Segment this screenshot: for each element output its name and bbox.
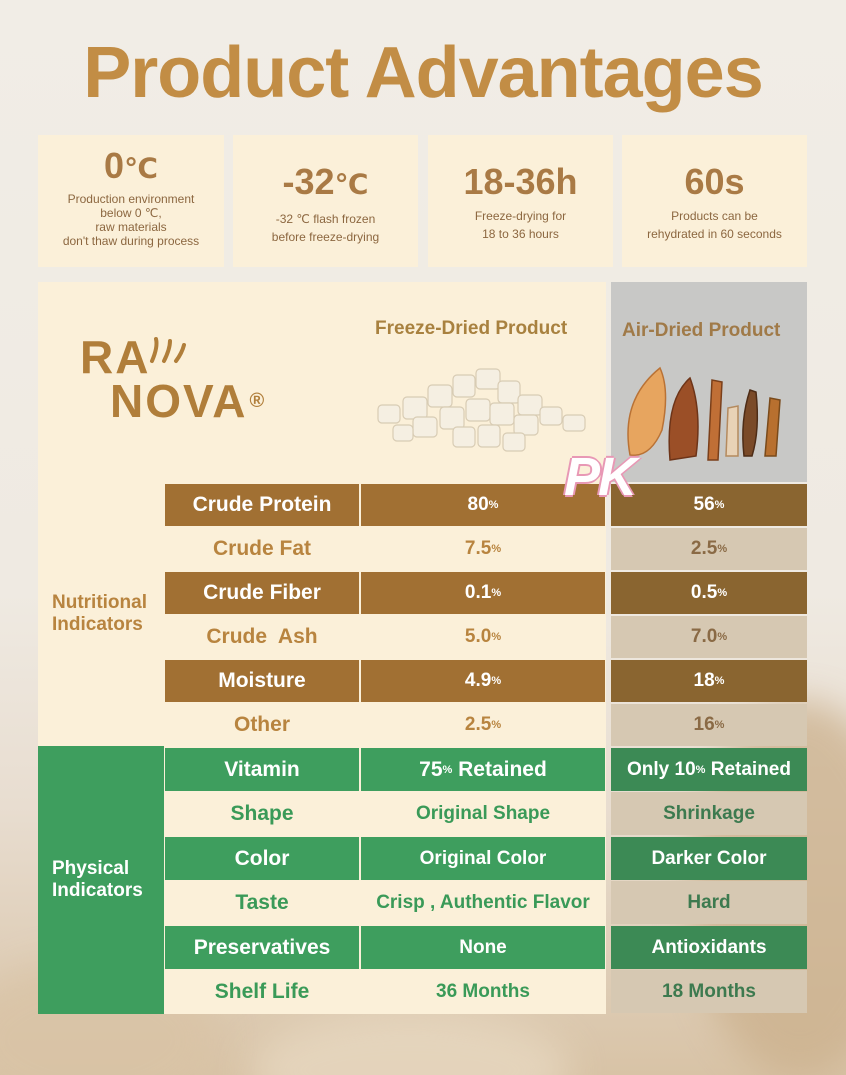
air-value: Shrinkage [611, 792, 807, 835]
row-label: Shelf Life [165, 970, 359, 1013]
row-label: Color [165, 837, 359, 880]
freeze-value-vitamin: 75 % Retained [361, 748, 605, 791]
group-label-nutritional: Nutritional Indicators [38, 482, 164, 746]
pk-badge: PK [564, 447, 636, 507]
freeze-value: 7.5 % [361, 528, 605, 570]
row-label: Shape [165, 792, 359, 835]
group-label-physical: Physical Indicators [38, 746, 164, 1014]
row-label-vitamin: Vitamin [165, 748, 359, 791]
stat-value: 0 [104, 145, 125, 186]
air-value: Antioxidants [611, 926, 807, 969]
stat-unit: ℃ [124, 153, 158, 184]
background-blur [250, 1010, 570, 1075]
stat-desc: -32 ℃ flash frozen [275, 212, 376, 226]
row-label: Preservatives [165, 926, 359, 969]
row-label: Other [165, 704, 359, 746]
stat-unit: ℃ [334, 169, 369, 200]
air-value: 0.5 % [611, 572, 807, 614]
air-value: 56 % [611, 484, 807, 526]
air-value-vitamin: Only 10 % Retained [611, 748, 807, 791]
air-value: 7.0 % [611, 616, 807, 658]
stat-value: 60s [684, 161, 745, 202]
stat-desc: Products can be [671, 209, 758, 223]
page-title: Product Advantages [83, 33, 763, 113]
freeze-value: None [361, 926, 605, 969]
stat-desc: before freeze-drying [271, 230, 380, 244]
stat-desc: rehydrated in 60 seconds [647, 227, 782, 241]
freeze-value: 2.5 % [361, 704, 605, 746]
air-value: 18 Months [611, 970, 807, 1013]
stat-card-rehydration [622, 135, 807, 267]
row-label: Crude Fat [165, 528, 359, 570]
stat-card-freeze-drying-time [428, 135, 613, 267]
air-dried-column-header: Air-Dried Product [622, 320, 781, 341]
stat-desc: don't thaw during process [62, 234, 200, 248]
stat-desc: Production environment [67, 192, 195, 206]
stat-card-temperature [38, 135, 224, 267]
stat-desc: raw materials [95, 220, 167, 234]
stat-card-flash-frozen [233, 135, 418, 267]
air-value: Hard [611, 881, 807, 924]
air-value: 16 % [611, 704, 807, 746]
freeze-value: 0.1 % [361, 572, 605, 614]
freeze-value: 4.9 % [361, 660, 605, 702]
row-label: Crude Ash [165, 616, 359, 658]
freeze-value: Original Shape [361, 792, 605, 835]
row-label: Crude Fiber [165, 572, 359, 614]
stat-value: -32 [282, 161, 335, 202]
air-value: 18 % [611, 660, 807, 702]
stat-desc: below 0 ℃, [100, 206, 162, 220]
row-label: Crude Protein [165, 484, 359, 526]
freeze-value: 80 % [361, 484, 605, 526]
freeze-dried-column-header: Freeze-Dried Product [375, 318, 568, 339]
stat-desc: 18 to 36 hours [482, 227, 559, 241]
freeze-value: Crisp , Authentic Flavor [361, 881, 605, 924]
logo-mark-icon [148, 335, 188, 365]
stat-desc: Freeze-drying for [474, 209, 567, 223]
air-value: 2.5 % [611, 528, 807, 570]
row-label: Taste [165, 881, 359, 924]
row-label: Moisture [165, 660, 359, 702]
air-dried-product-image [620, 360, 800, 470]
brand-logo: RA NOVA ® [80, 331, 267, 427]
freeze-value: 5.0 % [361, 616, 605, 658]
freeze-value: Original Color [361, 837, 605, 880]
air-value: Darker Color [611, 837, 807, 880]
freeze-value: 36 Months [361, 970, 605, 1013]
stat-value: 18-36h [463, 161, 578, 202]
